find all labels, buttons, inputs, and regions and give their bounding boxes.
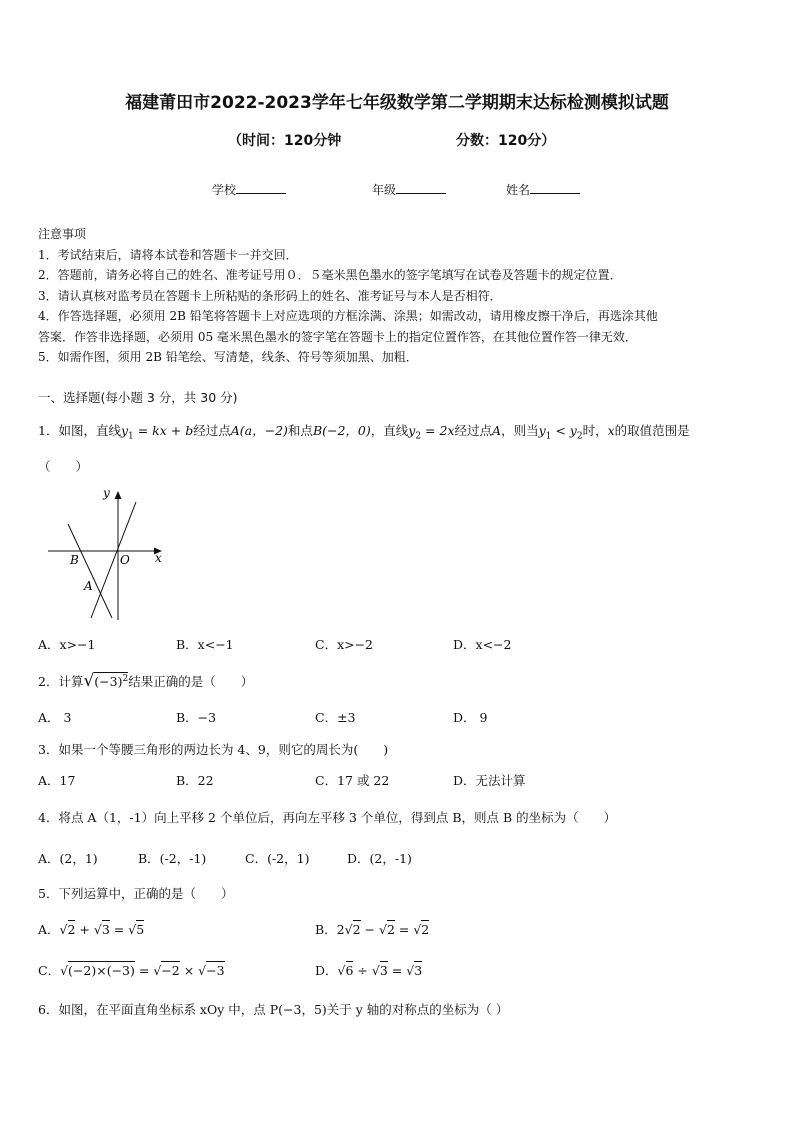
q5-a-radicand: 3 bbox=[101, 922, 110, 937]
q5-b-label: B．2 bbox=[315, 922, 345, 937]
q5-b-radicand: 2 bbox=[352, 922, 361, 937]
notes-heading: 注意事项 bbox=[38, 227, 87, 241]
sqrt-sign: √ bbox=[60, 963, 69, 978]
q1-option-d[interactable]: D．x<−2 bbox=[453, 637, 512, 652]
q1-text: 时， bbox=[582, 423, 608, 438]
q2-option-b[interactable]: B．−3 bbox=[176, 710, 217, 725]
q1-cmp-sub1: 1 bbox=[545, 431, 552, 442]
q5-b-eq: = bbox=[394, 922, 414, 937]
q1-option-b[interactable]: B．x<−1 bbox=[176, 637, 234, 652]
sqrt-sign: √ bbox=[378, 922, 387, 937]
q5-option-c[interactable] bbox=[38, 961, 225, 979]
q1-cmp-y2: y bbox=[569, 423, 577, 438]
q4-option-b[interactable]: B．(-2，-1) bbox=[138, 851, 207, 866]
question-1-paren: （ ） bbox=[38, 459, 89, 474]
q2-exponent: 2 bbox=[122, 673, 129, 684]
section-heading: 一、选择题(每小题 3 分，共 30 分) bbox=[38, 390, 238, 405]
q1-lt: < bbox=[551, 423, 570, 438]
q4-option-d[interactable]: D．(2，-1) bbox=[347, 851, 412, 866]
q1-sub1: 1 bbox=[128, 431, 134, 442]
q5-option-b[interactable] bbox=[315, 920, 429, 938]
q5-option-d[interactable] bbox=[315, 961, 422, 979]
y-axis-arrow bbox=[115, 491, 122, 499]
q1-x: x bbox=[607, 423, 615, 438]
q5-b-radicand: 2 bbox=[421, 922, 430, 937]
sqrt-sign: √ bbox=[59, 922, 68, 937]
note-item: 3．请认真核对监考员在答题卡上所粘贴的条形码上的姓名、准考证号与本人是否相符． bbox=[38, 288, 502, 303]
q1-cmp-y1: y bbox=[538, 423, 546, 438]
q5-c-eq: = bbox=[134, 963, 154, 978]
note-item: 5．如需作图，须用 2B 铅笔绘、写清楚，线条、符号等须加黑、加粗． bbox=[38, 350, 418, 364]
q4-option-c[interactable]: C．(-2，1) bbox=[245, 851, 310, 866]
question-5-stem: 5．下列运算中，正确的是（ ） bbox=[38, 886, 234, 901]
q3-option-a[interactable]: A．17 bbox=[38, 773, 76, 788]
q5-d-radicand: 6 bbox=[345, 963, 354, 978]
q5-d-radicand: 3 bbox=[414, 963, 423, 978]
q2-option-c[interactable]: C．±3 bbox=[315, 710, 356, 725]
school-blank bbox=[236, 181, 286, 194]
q1-text: 的取值范围是 bbox=[614, 423, 690, 438]
q1-text: 和点 bbox=[287, 423, 313, 438]
q3-option-b[interactable]: B．22 bbox=[176, 773, 214, 788]
q1-y1: y bbox=[120, 423, 129, 438]
q5-a-radicand: 5 bbox=[136, 922, 145, 937]
q1-point-b: B(−2，0) bbox=[312, 423, 371, 438]
q1-y2: y bbox=[408, 423, 416, 438]
graph-label-a: A bbox=[84, 579, 93, 593]
q5-c-op: × bbox=[179, 963, 199, 978]
q1-a: A bbox=[492, 423, 502, 438]
sqrt-sign: √ bbox=[128, 922, 137, 937]
sqrt-sign: √ bbox=[371, 963, 380, 978]
question-4-stem: 4．将点 A（1，-1）向上平移 2 个单位后，再向左平移 3 个单位，得到点 B，则点 B 的坐标为（ ） bbox=[38, 810, 617, 825]
q3-option-d[interactable]: D．无法计算 bbox=[453, 773, 526, 788]
school-label: 学校 bbox=[212, 183, 237, 197]
q1-text: ，则当 bbox=[501, 423, 539, 438]
q1-option-c[interactable]: C．x>−2 bbox=[315, 637, 374, 652]
q1-cmp-sub2: 2 bbox=[576, 431, 583, 442]
q5-a-op: + bbox=[75, 922, 94, 937]
note-item: 答案．作答非选择题，必须用 05 毫米黑色墨水的签字笔在答题卡上的指定位置作答，在其他位置作答一律无效． bbox=[38, 329, 637, 344]
q5-a-radicand: 2 bbox=[67, 922, 76, 937]
graph-label-o: O bbox=[120, 553, 130, 567]
q5-c-radicand: −2 bbox=[161, 963, 180, 978]
note-item: 1．考试结束后，请将本试卷和答题卡一并交回． bbox=[38, 247, 298, 262]
sqrt-sign: √ bbox=[406, 963, 415, 978]
grade-blank bbox=[396, 181, 446, 194]
total-score: 分数：120分） bbox=[456, 133, 556, 149]
sqrt-sign: √ bbox=[413, 922, 422, 937]
graph-label-x: x bbox=[155, 551, 162, 565]
time-limit: （时间：120分钟 bbox=[228, 133, 342, 149]
q1-text: 经过点 bbox=[454, 423, 493, 438]
q5-option-a[interactable] bbox=[38, 920, 144, 938]
sqrt-sign: √ bbox=[83, 671, 95, 691]
note-item: 4．作答选择题，必须用 2B 铅笔将答题卡上对应选项的方框涂满、涂黑；如需改动，请用橡皮擦干净后，再选涂其他 bbox=[38, 309, 658, 323]
page-title: 福建莆田市2022-2023学年七年级数学第二学期期末达标检测模拟试题 bbox=[125, 93, 669, 113]
q5-a-label: A． bbox=[38, 922, 60, 937]
q5-d-label: D． bbox=[315, 963, 338, 978]
q5-b-op: − bbox=[360, 922, 379, 937]
sqrt-sign: √ bbox=[93, 922, 102, 937]
question-2-stem bbox=[38, 671, 253, 691]
name-blank bbox=[530, 181, 580, 194]
q1-option-a[interactable]: A．x>−1 bbox=[38, 637, 96, 652]
q1-text: 1．如图，直线 bbox=[38, 423, 121, 438]
q2-text: 2．计算 bbox=[38, 674, 84, 689]
sqrt-sign: √ bbox=[198, 963, 207, 978]
q1-graph bbox=[40, 480, 170, 630]
q5-b-radicand: 2 bbox=[386, 922, 395, 937]
q5-c-label: C． bbox=[38, 963, 61, 978]
line-y1 bbox=[68, 524, 112, 618]
grade-label: 年级 bbox=[372, 183, 397, 197]
grade-field bbox=[372, 181, 446, 198]
q5-d-eq: = bbox=[387, 963, 407, 978]
graph-label-y: y bbox=[103, 486, 110, 500]
name-label: 姓名 bbox=[506, 183, 531, 197]
graph-label-b: B bbox=[70, 553, 79, 567]
name-field bbox=[506, 181, 580, 198]
q1-eq2: = 2x bbox=[421, 423, 455, 438]
q1-point-a: A(a，−2) bbox=[230, 423, 288, 438]
q5-c-radicand: (−2)×(−3) bbox=[68, 963, 135, 978]
q2-radicand-text: (−3) bbox=[94, 674, 123, 689]
sqrt-sign: √ bbox=[344, 922, 353, 937]
school-field bbox=[212, 181, 286, 198]
q5-d-op: ÷ bbox=[353, 963, 372, 978]
q4-option-a[interactable]: A．(2，1) bbox=[38, 851, 98, 866]
sqrt-sign: √ bbox=[153, 963, 162, 978]
question-3-stem: 3．如果一个等腰三角形的两边长为 4、9，则它的周长为( ) bbox=[38, 742, 389, 757]
q1-text: ，直线 bbox=[370, 423, 409, 438]
q2-text: 结果正确的是（ ） bbox=[128, 674, 254, 689]
q2-option-a[interactable]: A． 3 bbox=[38, 710, 72, 725]
q5-c-radicand: −3 bbox=[206, 963, 225, 978]
q1-sub2: 2 bbox=[415, 431, 422, 442]
q5-d-radicand: 3 bbox=[379, 963, 388, 978]
q1-text: 经过点 bbox=[193, 423, 231, 438]
sqrt-sign: √ bbox=[337, 963, 346, 978]
q3-option-c[interactable]: C．17 或 22 bbox=[315, 773, 390, 788]
q5-a-eq: = bbox=[109, 922, 129, 937]
q2-radicand bbox=[94, 672, 128, 689]
notes-block bbox=[38, 224, 758, 368]
note-item: 2．答题前，请务必将自己的姓名、准考证号用０．５毫米黑色墨水的签字笔填写在试卷及答题卡的规定位置． bbox=[38, 268, 622, 282]
q1-eq1: = kx + b bbox=[133, 423, 194, 438]
q2-option-d[interactable]: D． 9 bbox=[453, 710, 488, 725]
question-6-stem: 6．如图，在平面直角坐标系 xOy 中，点 P(−3，5)关于 y 轴的对称点的坐标为（ ） bbox=[38, 1002, 509, 1017]
question-1-stem bbox=[38, 421, 690, 442]
